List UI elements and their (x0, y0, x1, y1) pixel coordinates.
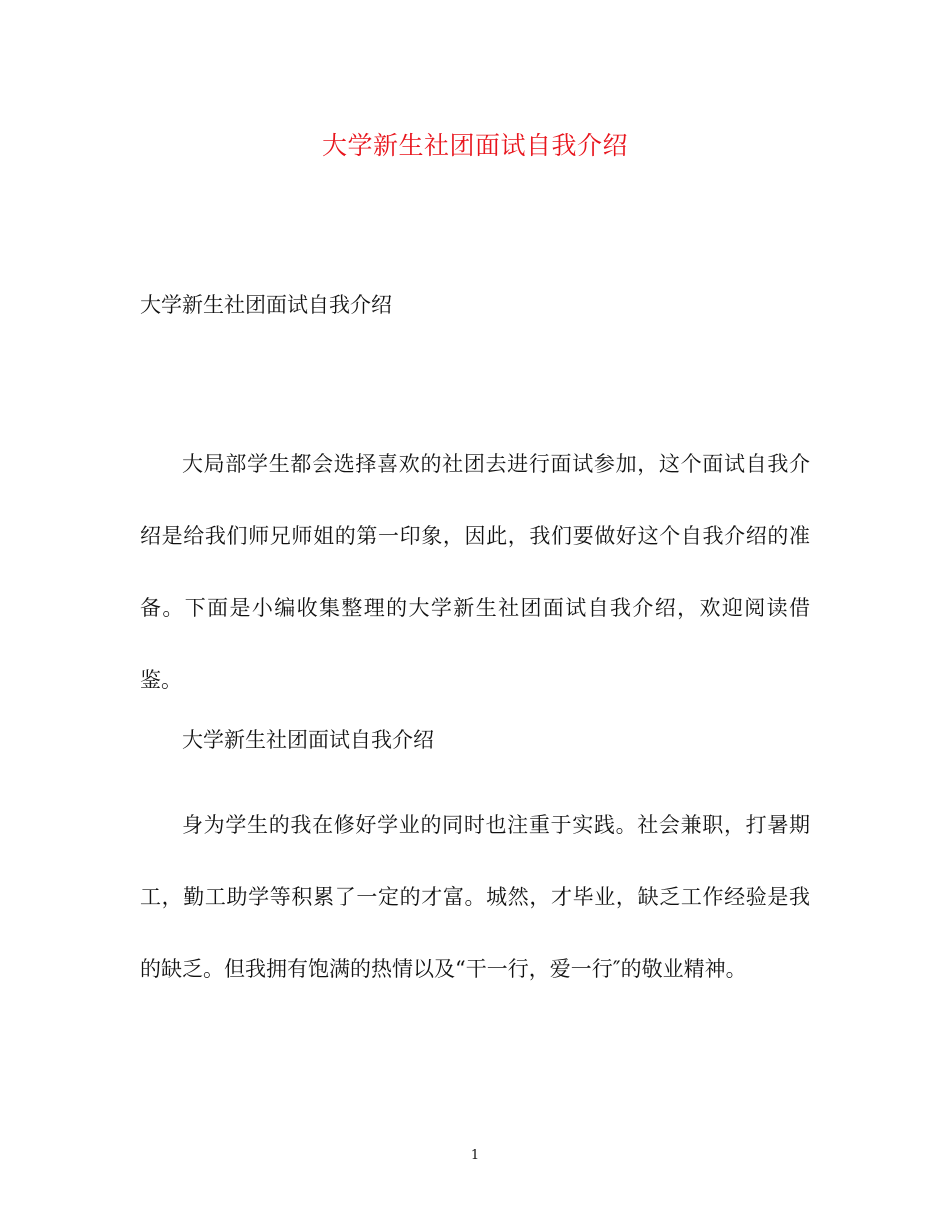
intro-paragraph: 大局部学生都会选择喜欢的社团去进行面试参加，这个面试自我介绍是给我们师兄师姐的第一印象，因此，我们要做好这个自我介绍的准备。下面是小编收集整理的大学新生社团面试自我介绍，欢迎阅读借鉴。 (140, 452, 810, 692)
document-subtitle: 大学新生社团面试自我介绍 (140, 293, 392, 317)
page-number: 1 (470, 1148, 480, 1163)
section-heading: 大学新生社团面试自我介绍 (182, 728, 434, 752)
body-paragraph: 身为学生的我在修好学业的同时也注重于实践。社会兼职，打暑期工，勤工助学等积累了一定的才富。城然，才毕业，缺乏工作经验是我的缺乏。但我拥有饱满的热情以及“干一行，爱一行″的敬业精神。 (140, 813, 810, 981)
document-title: 大学新生社团面试自我介绍 (321, 131, 628, 160)
